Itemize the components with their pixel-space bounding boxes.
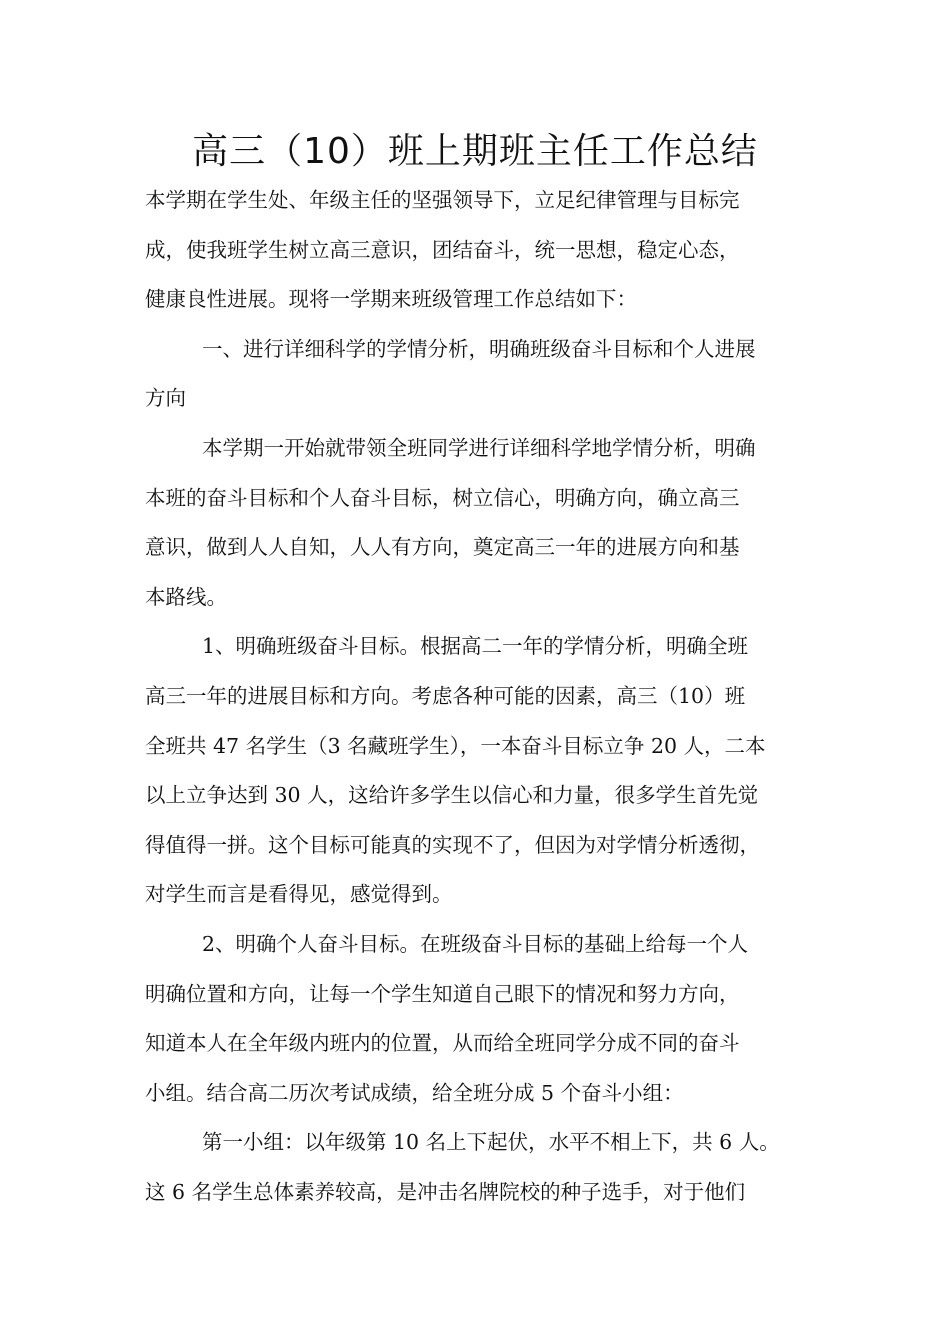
body-line: 2、明确个人奋斗目标。在班级奋斗目标的基础上给每一个人 [202, 931, 749, 956]
body-line: 成，使我班学生树立高三意识，团结奋斗，统一思想，稳定心态， [145, 237, 740, 262]
body-line: 这 6 名学生总体素养较高，是冲击名牌院校的种子选手，对于他们 [145, 1179, 746, 1204]
document-body [145, 176, 827, 1217]
section-heading-continued: 方向 [145, 386, 186, 411]
section-heading: 一、进行详细科学的学情分析，明确班级奋斗目标和个人进展 [202, 336, 756, 361]
body-line: 知道本人在全年级内班内的位置，从而给全班同学分成不同的奋斗 [145, 1031, 740, 1056]
body-line: 以上立争达到 30 人，这给许多学生以信心和力量，很多学生首先觉 [145, 783, 759, 808]
body-line: 全班共 47 名学生（3 名藏班学生），一本奋斗目标立争 20 人，二本 [145, 733, 766, 758]
body-line: 小组。结合高二历次考试成绩，给全班分成 5 个奋斗小组： [145, 1080, 684, 1105]
body-line: 本路线。 [145, 584, 227, 609]
body-line: 明确位置和方向，让每一个学生知道自己眼下的情况和努力方向， [145, 981, 740, 1006]
body-line: 本学期在学生处、年级主任的坚强领导下，立足纪律管理与目标完 [145, 188, 740, 212]
body-line: 第一小组：以年级第 10 名上下起伏，水平不相上下，共 6 人。 [202, 1130, 780, 1155]
body-line: 对学生而言是看得见，感觉得到。 [145, 882, 453, 907]
body-line: 意识，做到人人自知，人人有方向，奠定高三一年的进展方向和基 [145, 535, 740, 560]
document-title: 高三（10）班上期班主任工作总结 [192, 131, 758, 172]
body-line: 1、明确班级奋斗目标。根据高二一年的学情分析，明确全班 [202, 634, 749, 659]
body-line: 高三一年的进展目标和方向。考虑各种可能的因素，高三（10）班 [145, 683, 746, 708]
body-line: 健康良性进展。现将一学期来班级管理工作总结如下： [145, 287, 637, 312]
body-line: 得值得一拼。这个目标可能真的实现不了，但因为对学情分析透彻， [145, 832, 760, 857]
body-line: 本学期一开始就带领全班同学进行详细科学地学情分析，明确 [202, 435, 756, 460]
body-line: 本班的奋斗目标和个人奋斗目标，树立信心，明确方向，确立高三 [145, 485, 740, 510]
